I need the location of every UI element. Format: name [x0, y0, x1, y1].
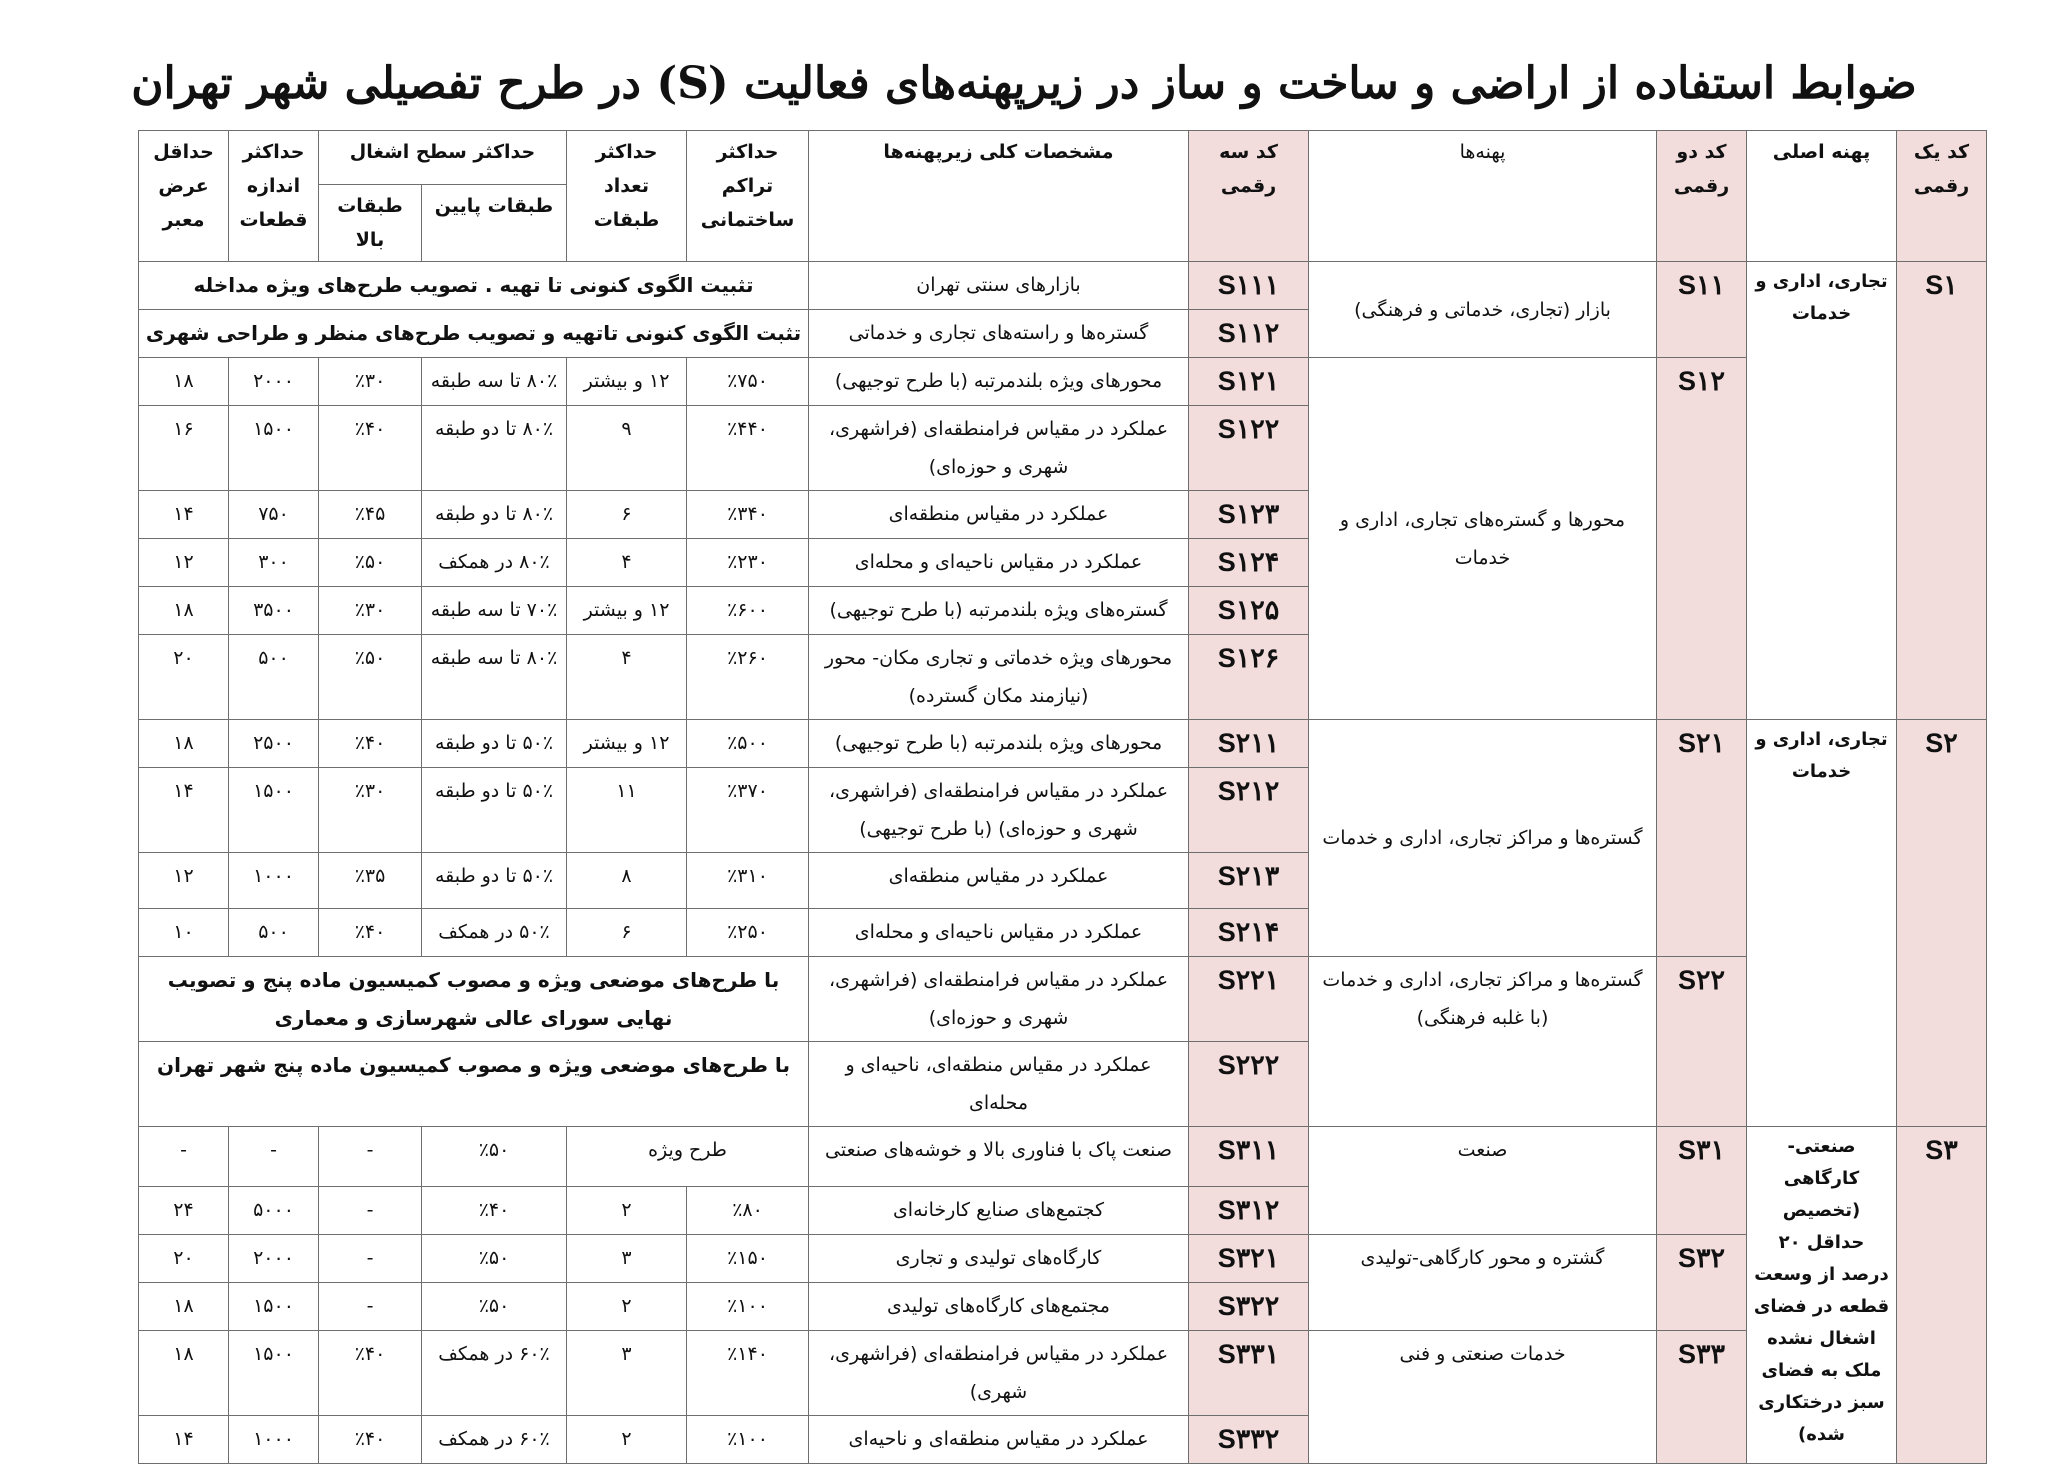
lower-cell: ۵۰٪ تا دو طبقه [422, 768, 567, 853]
upper-cell: ٪۳۰ [319, 358, 422, 406]
code3-cell: S۳۱۱ [1189, 1127, 1309, 1187]
lower-cell: ٪۴۰ [422, 1187, 567, 1235]
floors-cell: ۳ [567, 1331, 687, 1416]
code2-cell: S۱۱ [1657, 262, 1747, 358]
upper-cell: ٪۴۰ [319, 720, 422, 768]
zone-cell: گستره‌ها و مراکز تجاری، اداری و خدمات [1309, 720, 1657, 957]
plot-cell: ۲۰۰۰ [229, 1235, 319, 1283]
zone-cell: صنعت [1309, 1127, 1657, 1235]
road-cell: ۱۸ [139, 1331, 229, 1416]
upper-cell: ٪۳۵ [319, 853, 422, 909]
code3-cell: S۱۱۲ [1189, 310, 1309, 358]
plot-cell: ۱۵۰۰ [229, 1283, 319, 1331]
desc-cell: گستره‌ها و راسته‌های تجاری و خدماتی [809, 310, 1189, 358]
density-cell: ٪۷۵۰ [687, 358, 809, 406]
code2-cell: S۳۱ [1657, 1127, 1747, 1235]
road-cell: ۱۸ [139, 587, 229, 635]
code2-cell: S۳۳ [1657, 1331, 1747, 1464]
plot-cell: ۳۰۰ [229, 539, 319, 587]
floors-cell: ۹ [567, 406, 687, 491]
header-zones: پهنه‌ها [1309, 131, 1657, 262]
header-code2: کد دو رقمی [1657, 131, 1747, 262]
code3-cell: S۳۲۱ [1189, 1235, 1309, 1283]
plot-cell: ۳۵۰۰ [229, 587, 319, 635]
main-zone-cell: تجاری، اداری و خدمات [1747, 720, 1897, 1127]
road-cell: ۲۰ [139, 1235, 229, 1283]
plot-cell: ۱۵۰۰ [229, 1331, 319, 1416]
header-subzone-desc: مشخصات کلی زیرپهنه‌ها [809, 131, 1189, 262]
code3-cell: S۱۲۲ [1189, 406, 1309, 491]
upper-cell: ٪۴۰ [319, 1331, 422, 1416]
desc-cell: عملکرد در مقیاس ناحیه‌ای و محله‌ای [809, 539, 1189, 587]
road-cell: ۱۰ [139, 909, 229, 957]
code3-cell: S۲۲۲ [1189, 1042, 1309, 1127]
header-code3: کد سه رقمی [1189, 131, 1309, 262]
desc-cell: محورهای ویژه خدماتی و تجاری مکان- محور (نیازمند مکان گسترده) [809, 635, 1189, 720]
code3-cell: S۱۲۱ [1189, 358, 1309, 406]
code1-cell: S۳ [1897, 1127, 1987, 1464]
plot-cell: ۱۰۰۰ [229, 1416, 319, 1464]
density-floors-cell: طرح ویژه [567, 1127, 809, 1187]
code2-cell: S۲۲ [1657, 957, 1747, 1127]
table-row [139, 1127, 1987, 1187]
density-cell: ٪۸۰ [687, 1187, 809, 1235]
lower-cell: ٪۵۰ [422, 1235, 567, 1283]
table-row [139, 1235, 1987, 1283]
note-cell: با طرح‌های موضعی ویژه و مصوب کمیسیون ماده پنج و تصویب نهایی سورای عالی شهرسازی و معماری [139, 957, 809, 1042]
header-row [139, 131, 1987, 185]
plot-cell: - [229, 1127, 319, 1187]
code1-cell: S۲ [1897, 720, 1987, 1127]
table-row [139, 720, 1987, 768]
desc-cell: بازارهای سنتی تهران [809, 262, 1189, 310]
density-cell: ٪۳۷۰ [687, 768, 809, 853]
floors-cell: ۱۲ و بیشتر [567, 358, 687, 406]
code2-cell: S۲۱ [1657, 720, 1747, 957]
desc-cell: محورهای ویژه بلندمرتبه (با طرح توجیهی) [809, 720, 1189, 768]
code3-cell: S۲۱۳ [1189, 853, 1309, 909]
road-cell: ۱۸ [139, 1283, 229, 1331]
density-cell: ٪۲۵۰ [687, 909, 809, 957]
lower-cell: ٪۵۰ [422, 1127, 567, 1187]
note-cell: تثبیت الگوی کنونی تا تهیه . تصویب طرح‌های ویژه مداخله [139, 262, 809, 310]
upper-cell: ٪۵۰ [319, 635, 422, 720]
upper-cell: - [319, 1283, 422, 1331]
desc-cell: محورهای ویژه بلندمرتبه (با طرح توجیهی) [809, 358, 1189, 406]
desc-cell: صنعت پاک با فناوری بالا و خوشه‌های صنعتی [809, 1127, 1189, 1187]
main-zone-cell: صنعتی-کارگاهی (تخصیص حداقل ۲۰ درصد از وسعت قطعه در فضای اشغال نشده ملک به فضای سبز درختکاری شده) [1747, 1127, 1897, 1464]
code1-cell: S۱ [1897, 262, 1987, 720]
upper-cell: - [319, 1127, 422, 1187]
code3-cell: S۳۱۲ [1189, 1187, 1309, 1235]
code3-cell: S۱۱۱ [1189, 262, 1309, 310]
zone-cell: گشتره و محور کارگاهی-تولیدی [1309, 1235, 1657, 1331]
floors-cell: ۶ [567, 491, 687, 539]
zone-cell: خدمات صنعتی و فنی [1309, 1331, 1657, 1464]
table-row [139, 1331, 1987, 1416]
header-max-coverage: حداکثر سطح اشغال [319, 131, 567, 185]
road-cell: ۱۲ [139, 853, 229, 909]
zone-cell: بازار (تجاری، خدماتی و فرهنگی) [1309, 262, 1657, 358]
code3-cell: S۱۲۳ [1189, 491, 1309, 539]
plot-cell: ۲۰۰۰ [229, 358, 319, 406]
road-cell: ۱۴ [139, 491, 229, 539]
upper-cell: - [319, 1187, 422, 1235]
header-code1: کد یک رقمی [1897, 131, 1987, 262]
desc-cell: گستره‌های ویژه بلندمرتبه (با طرح توجیهی) [809, 587, 1189, 635]
lower-cell: ۸۰٪ تا دو طبقه [422, 491, 567, 539]
lower-cell: ۵۰٪ تا دو طبقه [422, 720, 567, 768]
lower-cell: ۸۰٪ تا سه طبقه [422, 358, 567, 406]
header-upper-floors: طبقات بالا [319, 185, 422, 262]
desc-cell: کارگاه‌های تولیدی و تجاری [809, 1235, 1189, 1283]
lower-cell: ۶۰٪ در همکف [422, 1331, 567, 1416]
plot-cell: ۵۰۰۰ [229, 1187, 319, 1235]
header-max-floors: حداکثر تعداد طبقات [567, 131, 687, 262]
floors-cell: ۱۱ [567, 768, 687, 853]
floors-cell: ۲ [567, 1283, 687, 1331]
floors-cell: ۱۲ و بیشتر [567, 720, 687, 768]
floors-cell: ۳ [567, 1235, 687, 1283]
header-max-density: حداکثر تراکم ساختمانی [687, 131, 809, 262]
density-cell: ٪۶۰۰ [687, 587, 809, 635]
density-cell: ٪۳۴۰ [687, 491, 809, 539]
road-cell: ۱۴ [139, 768, 229, 853]
density-cell: ٪۴۴۰ [687, 406, 809, 491]
header-max-plot: حداکثر اندازه قطعات [229, 131, 319, 262]
density-cell: ٪۳۱۰ [687, 853, 809, 909]
floors-cell: ۲ [567, 1187, 687, 1235]
document-title: ضوابط استفاده از اراضی و ساخت و ساز در زیرپهنه‌های فعالیت (S) در طرح تفصیلی شهر تهران [131, 58, 1917, 109]
desc-cell: عملکرد در مقیاس فرامنطقه‌ای (فراشهری، شهری) [809, 1331, 1189, 1416]
upper-cell: ٪۵۰ [319, 539, 422, 587]
note-cell: با طرح‌های موضعی ویژه و مصوب کمیسیون ماده پنج شهر تهران [139, 1042, 809, 1127]
zone-cell: گستره‌ها و مراکز تجاری، اداری و خدمات (با غلبه فرهنگی) [1309, 957, 1657, 1127]
road-cell: ۱۲ [139, 539, 229, 587]
header-min-road: حداقل عرض معبر [139, 131, 229, 262]
code3-cell: S۲۱۴ [1189, 909, 1309, 957]
plot-cell: ۵۰۰ [229, 635, 319, 720]
code3-cell: S۲۱۲ [1189, 768, 1309, 853]
code3-cell: S۳۳۲ [1189, 1416, 1309, 1464]
note-cell: تثبت الگوی کنونی تاتهیه و تصویب طرح‌های منظر و طراحی شهری [139, 310, 809, 358]
upper-cell: ٪۳۰ [319, 768, 422, 853]
zoning-regulations-table [138, 130, 1987, 1464]
desc-cell: عملکرد در مقیاس منطقه‌ای [809, 853, 1189, 909]
desc-cell: عملکرد در مقیاس ناحیه‌ای و محله‌ای [809, 909, 1189, 957]
header-lower-floors: طبقات پایین [422, 185, 567, 262]
plot-cell: ۱۵۰۰ [229, 406, 319, 491]
desc-cell: عملکرد در مقیاس منطقه‌ای [809, 491, 1189, 539]
road-cell: ۱۴ [139, 1416, 229, 1464]
density-cell: ٪۲۶۰ [687, 635, 809, 720]
road-cell: ۲۰ [139, 635, 229, 720]
plot-cell: ۱۵۰۰ [229, 768, 319, 853]
code3-cell: S۱۲۴ [1189, 539, 1309, 587]
upper-cell: ٪۳۰ [319, 587, 422, 635]
upper-cell: ٪۴۵ [319, 491, 422, 539]
plot-cell: ۷۵۰ [229, 491, 319, 539]
desc-cell: کجتمع‌های صنایع کارخانه‌ای [809, 1187, 1189, 1235]
main-zone-cell: تجاری، اداری و خدمات [1747, 262, 1897, 720]
lower-cell: ۵۰٪ تا دو طبقه [422, 853, 567, 909]
road-cell: ۱۸ [139, 358, 229, 406]
zone-cell: محورها و گستره‌های تجاری، اداری و خدمات [1309, 358, 1657, 720]
lower-cell: ۸۰٪ تا سه طبقه [422, 635, 567, 720]
desc-cell: عملکرد در مقیاس منطقه‌ای، ناحیه‌ای و محله‌ای [809, 1042, 1189, 1127]
code3-cell: S۲۲۱ [1189, 957, 1309, 1042]
floors-cell: ۴ [567, 539, 687, 587]
desc-cell: عملکرد در مقیاس فرامنطقه‌ای (فراشهری، شهری و حوزه‌ای) [809, 957, 1189, 1042]
floors-cell: ۸ [567, 853, 687, 909]
code3-cell: S۳۳۱ [1189, 1331, 1309, 1416]
density-cell: ٪۵۰۰ [687, 720, 809, 768]
code3-cell: S۱۲۵ [1189, 587, 1309, 635]
floors-cell: ۲ [567, 1416, 687, 1464]
lower-cell: ٪۵۰ [422, 1283, 567, 1331]
table-row [139, 957, 1987, 1042]
lower-cell: ۵۰٪ در همکف [422, 909, 567, 957]
density-cell: ٪۱۰۰ [687, 1416, 809, 1464]
road-cell: ۲۴ [139, 1187, 229, 1235]
desc-cell: مجتمع‌های کارگاه‌های تولیدی [809, 1283, 1189, 1331]
desc-cell: عملکرد در مقیاس منطقه‌ای و ناحیه‌ای [809, 1416, 1189, 1464]
code3-cell: S۳۲۲ [1189, 1283, 1309, 1331]
code3-cell: S۱۲۶ [1189, 635, 1309, 720]
table-row [139, 358, 1987, 406]
floors-cell: ۱۲ و بیشتر [567, 587, 687, 635]
plot-cell: ۱۰۰۰ [229, 853, 319, 909]
upper-cell: ٪۴۰ [319, 406, 422, 491]
upper-cell: ٪۴۰ [319, 1416, 422, 1464]
lower-cell: ۷۰٪ تا سه طبقه [422, 587, 567, 635]
density-cell: ٪۱۰۰ [687, 1283, 809, 1331]
density-cell: ٪۱۵۰ [687, 1235, 809, 1283]
lower-cell: ۸۰٪ در همکف [422, 539, 567, 587]
desc-cell: عملکرد در مقیاس فرامنطقه‌ای (فراشهری، شهری و حوزه‌ای) (با طرح توجیهی) [809, 768, 1189, 853]
code2-cell: S۱۲ [1657, 358, 1747, 720]
desc-cell: عملکرد در مقیاس فرامنطقه‌ای (فراشهری، شهری و حوزه‌ای) [809, 406, 1189, 491]
road-cell: - [139, 1127, 229, 1187]
road-cell: ۱۸ [139, 720, 229, 768]
table-row [139, 262, 1987, 310]
lower-cell: ۶۰٪ در همکف [422, 1416, 567, 1464]
density-cell: ٪۱۴۰ [687, 1331, 809, 1416]
lower-cell: ۸۰٪ تا دو طبقه [422, 406, 567, 491]
road-cell: ۱۶ [139, 406, 229, 491]
density-cell: ٪۲۳۰ [687, 539, 809, 587]
floors-cell: ۴ [567, 635, 687, 720]
header-main-zone: پهنه اصلی [1747, 131, 1897, 262]
plot-cell: ۲۵۰۰ [229, 720, 319, 768]
code2-cell: S۳۲ [1657, 1235, 1747, 1331]
floors-cell: ۶ [567, 909, 687, 957]
upper-cell: ٪۴۰ [319, 909, 422, 957]
code3-cell: S۲۱۱ [1189, 720, 1309, 768]
upper-cell: - [319, 1235, 422, 1283]
plot-cell: ۵۰۰ [229, 909, 319, 957]
